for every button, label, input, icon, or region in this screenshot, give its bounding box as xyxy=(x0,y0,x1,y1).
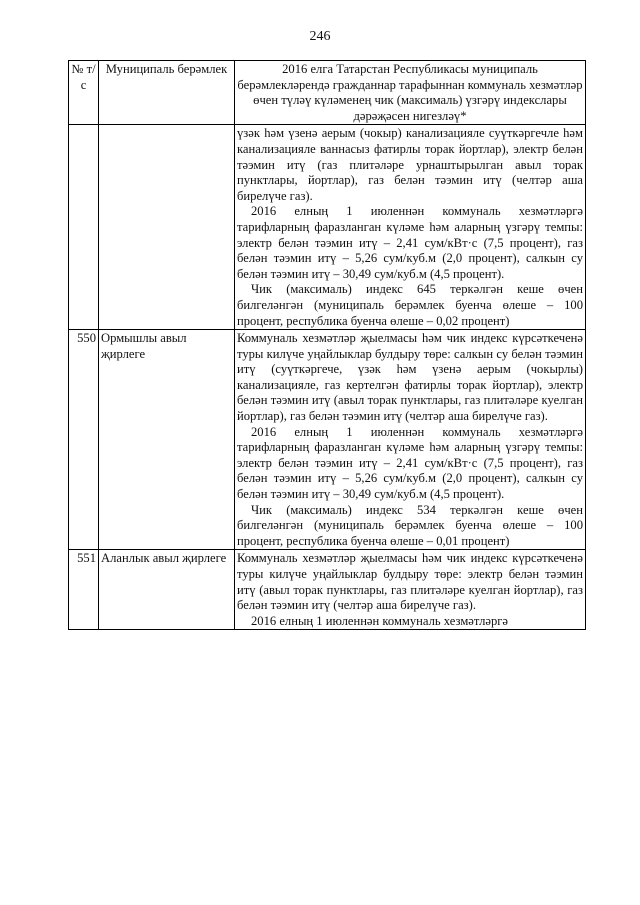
description-paragraph: Чик (максималь) индекс 645 теркәлгән кеше өчен билгеләнгән (муниципаль берәмлек буенча өлеше – 100 процент, республика буенча өлеше – 0,02 процент) xyxy=(237,282,583,328)
page-number: 246 xyxy=(309,29,331,44)
description-paragraph: 2016 елның 1 июленнән коммуналь хезмәтләргә xyxy=(251,613,508,628)
tariff-index-table xyxy=(68,60,586,630)
description-paragraph: 2016 елның 1 июленнән коммуналь хезмәтләргә тарифларның фаразланган күләме һәм аларның үзгәрү темпы: электр белән тәэмин итү – 2,41 сум/кВт·с (7,5 процент), газ белән тәэмин итү – 5,26 сум/куб.м (2,0 процент), салкын су белән тәэмин итү – 30,49 сум/куб.м (4,5 процент). xyxy=(237,204,583,281)
municipality-name xyxy=(99,125,235,330)
header-municipality: Муниципаль берәмлек xyxy=(99,61,235,125)
description-paragraph: Коммуналь хезмәтләр җыелмасы һәм чик индекс күрсәткеченә туры килүче уңайлыклар булдыру төре: салкын су белән тәэмин итү (суүткәргече, үзәк һәм үзенә аерым (чокырлы) канализацияле, газ кертелгән фатирлы торак йортлар), электр белән тәэмин итү (авыл торак пунктлары, газ плитәләре куелган йортлар), газ белән тәэмин итү (челтәр аша бирелүче газ). xyxy=(237,331,583,424)
description-paragraph: Коммуналь хезмәтләр җыелмасы һәм чик индекс күрсәткеченә туры килүче уңайлыклар булдыру төре: электр белән тәэмин итү (авыл торак пунктлары, газ плитәләре куелган йортлар), газ белән тәэмин итү (челтәр аша бирелүче газ). xyxy=(237,551,583,613)
header-description: 2016 елга Татарстан Республикасы муниципаль берәмлекләрендә гражданнар тарафыннан коммуналь хезмәтләр өчен түләү күләменең чик (максималь) үзгәрү индекслары дәрәҗәсен нигезләү* xyxy=(235,61,586,125)
description-paragraph: Чик (максималь) индекс 534 теркәлгән кеше өчен билгеләнгән (муниципаль берәмлек буенча өлеше – 100 процент, республика буенча өлеше – 0,01 процент) xyxy=(237,502,583,548)
municipality-name: Ормышлы авыл җирлеге xyxy=(99,330,235,550)
row-number: 550 xyxy=(69,330,99,550)
description-cell xyxy=(235,330,586,550)
table-row xyxy=(69,550,586,630)
municipality-name: Аланлык авыл җирлеге xyxy=(99,550,235,630)
table-row xyxy=(69,330,586,550)
header-number: № т/с xyxy=(69,61,99,125)
description-cell xyxy=(235,550,586,630)
row-number: 551 xyxy=(69,550,99,630)
description-paragraph: үзәк һәм үзенә аерым (чокыр) канализацияле суүткәргечле һәм канализацияле ваннасыз фатирлы торак йортлар), электр белән тәэмин итү (газ плитәләре урнаштырылган авыл торак пунктлары, йортлар), газ белән тәэмин итү (челтәр аша бирелүче газ). xyxy=(237,126,583,203)
description-cell xyxy=(235,125,586,330)
description-paragraph: 2016 елның 1 июленнән коммуналь хезмәтләргә тарифларның фаразланган күләме һәм аларның үзгәрү темпы: электр белән тәэмин итү – 2,41 сум/кВт·с (7,5 процент), газ белән тәэмин итү – 5,26 сум/куб.м (2,0 процент), салкын су белән тәэмин итү – 30,49 сум/куб.м (4,5 процент). xyxy=(237,424,583,502)
table-header-row xyxy=(69,61,586,125)
row-number xyxy=(69,125,99,330)
table-row xyxy=(69,125,586,330)
